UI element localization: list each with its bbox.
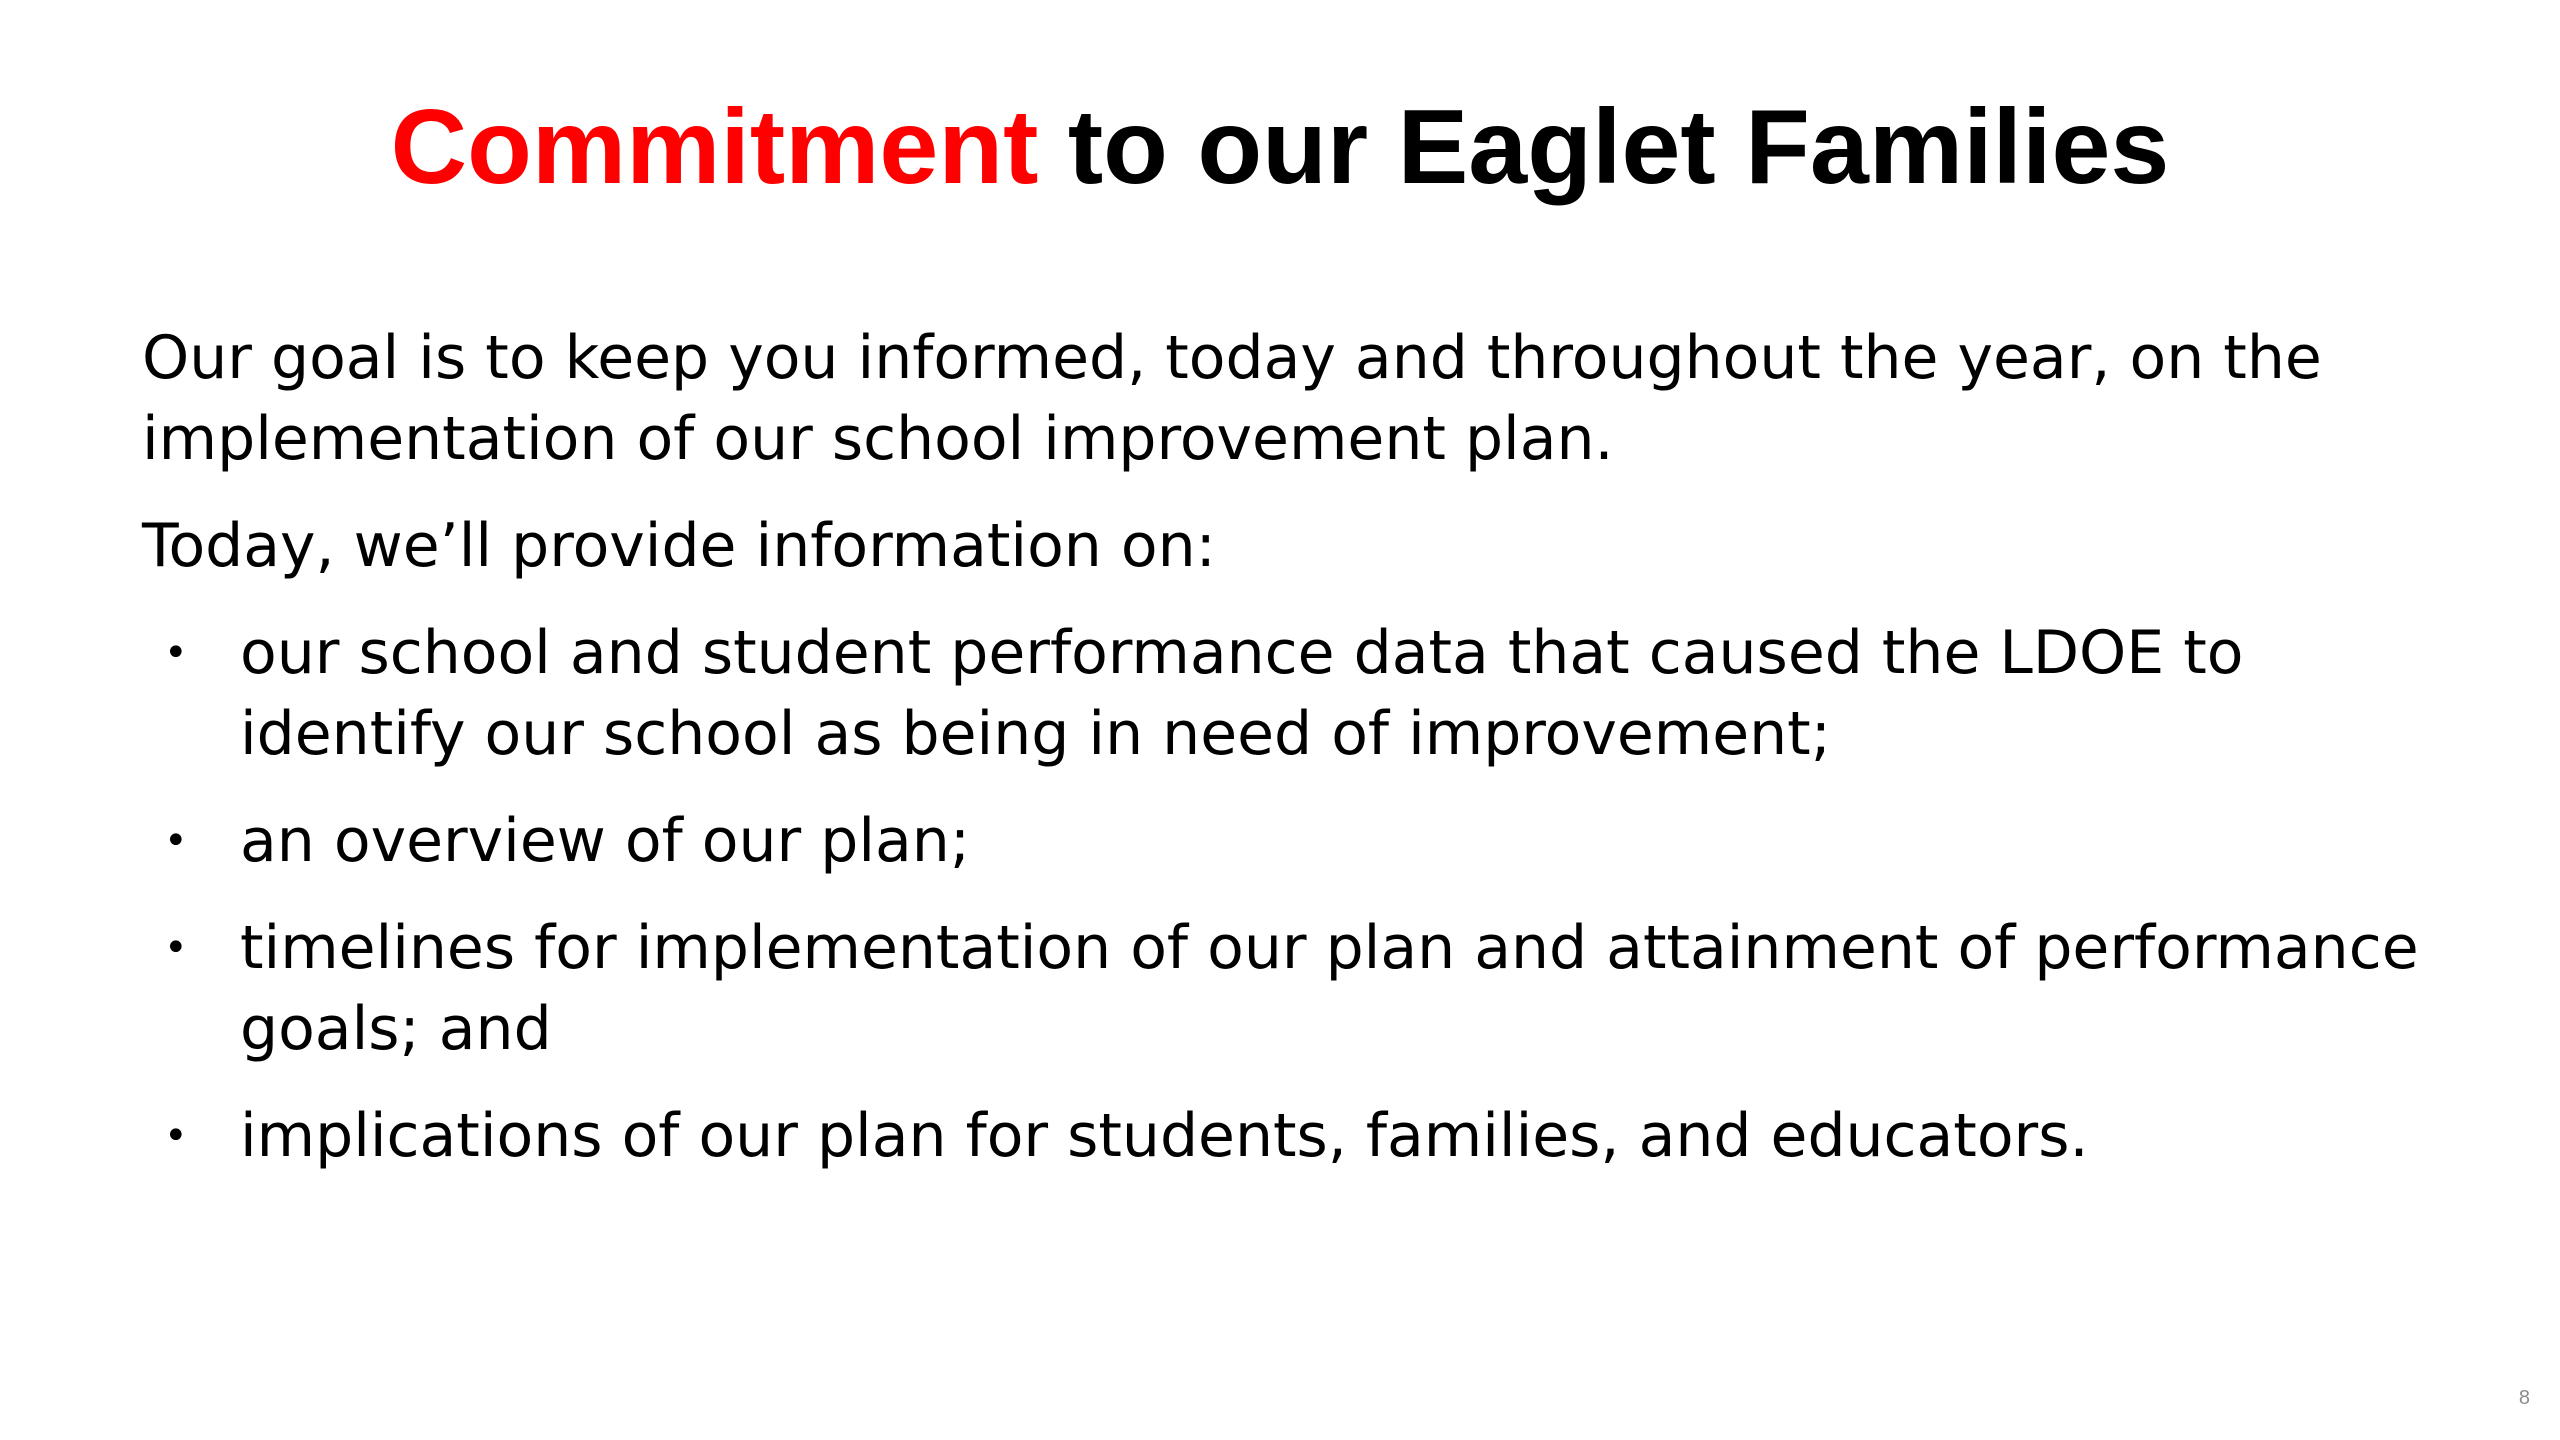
slide-body: [142, 318, 2442, 1203]
bullet-text: timelines for implementation of our plan and attainment of performance goals; and: [240, 913, 2419, 1064]
page-number: 8: [2518, 1387, 2530, 1409]
title-accent-word: Commitment: [390, 88, 1039, 206]
bullet-icon: •: [164, 630, 188, 676]
bullet-item-timelines: [142, 908, 2442, 1070]
bullet-icon: •: [164, 1113, 188, 1159]
slide-title: [0, 82, 2560, 212]
title-rest: to our Eaglet Families: [1038, 88, 2170, 206]
bullet-text: our school and student performance data that caused the LDOE to identify our school as being in need of improvement;: [240, 618, 2244, 769]
bullet-icon: •: [164, 818, 188, 864]
bullet-text: an overview of our plan;: [240, 806, 971, 876]
bullet-text: implications of our plan for students, families, and educators.: [240, 1101, 2089, 1171]
bullet-item-performance-data: [142, 613, 2442, 775]
bullet-item-implications: [142, 1096, 2442, 1177]
lead-in-paragraph: Today, we’ll provide information on:: [142, 511, 1216, 581]
bullet-icon: •: [164, 925, 188, 971]
bullet-list: [142, 613, 2442, 1177]
bullet-item-overview: [142, 801, 2442, 882]
intro-paragraph: Our goal is to keep you informed, today and throughout the year, on the implementation of our school improvement plan.: [142, 323, 2322, 474]
